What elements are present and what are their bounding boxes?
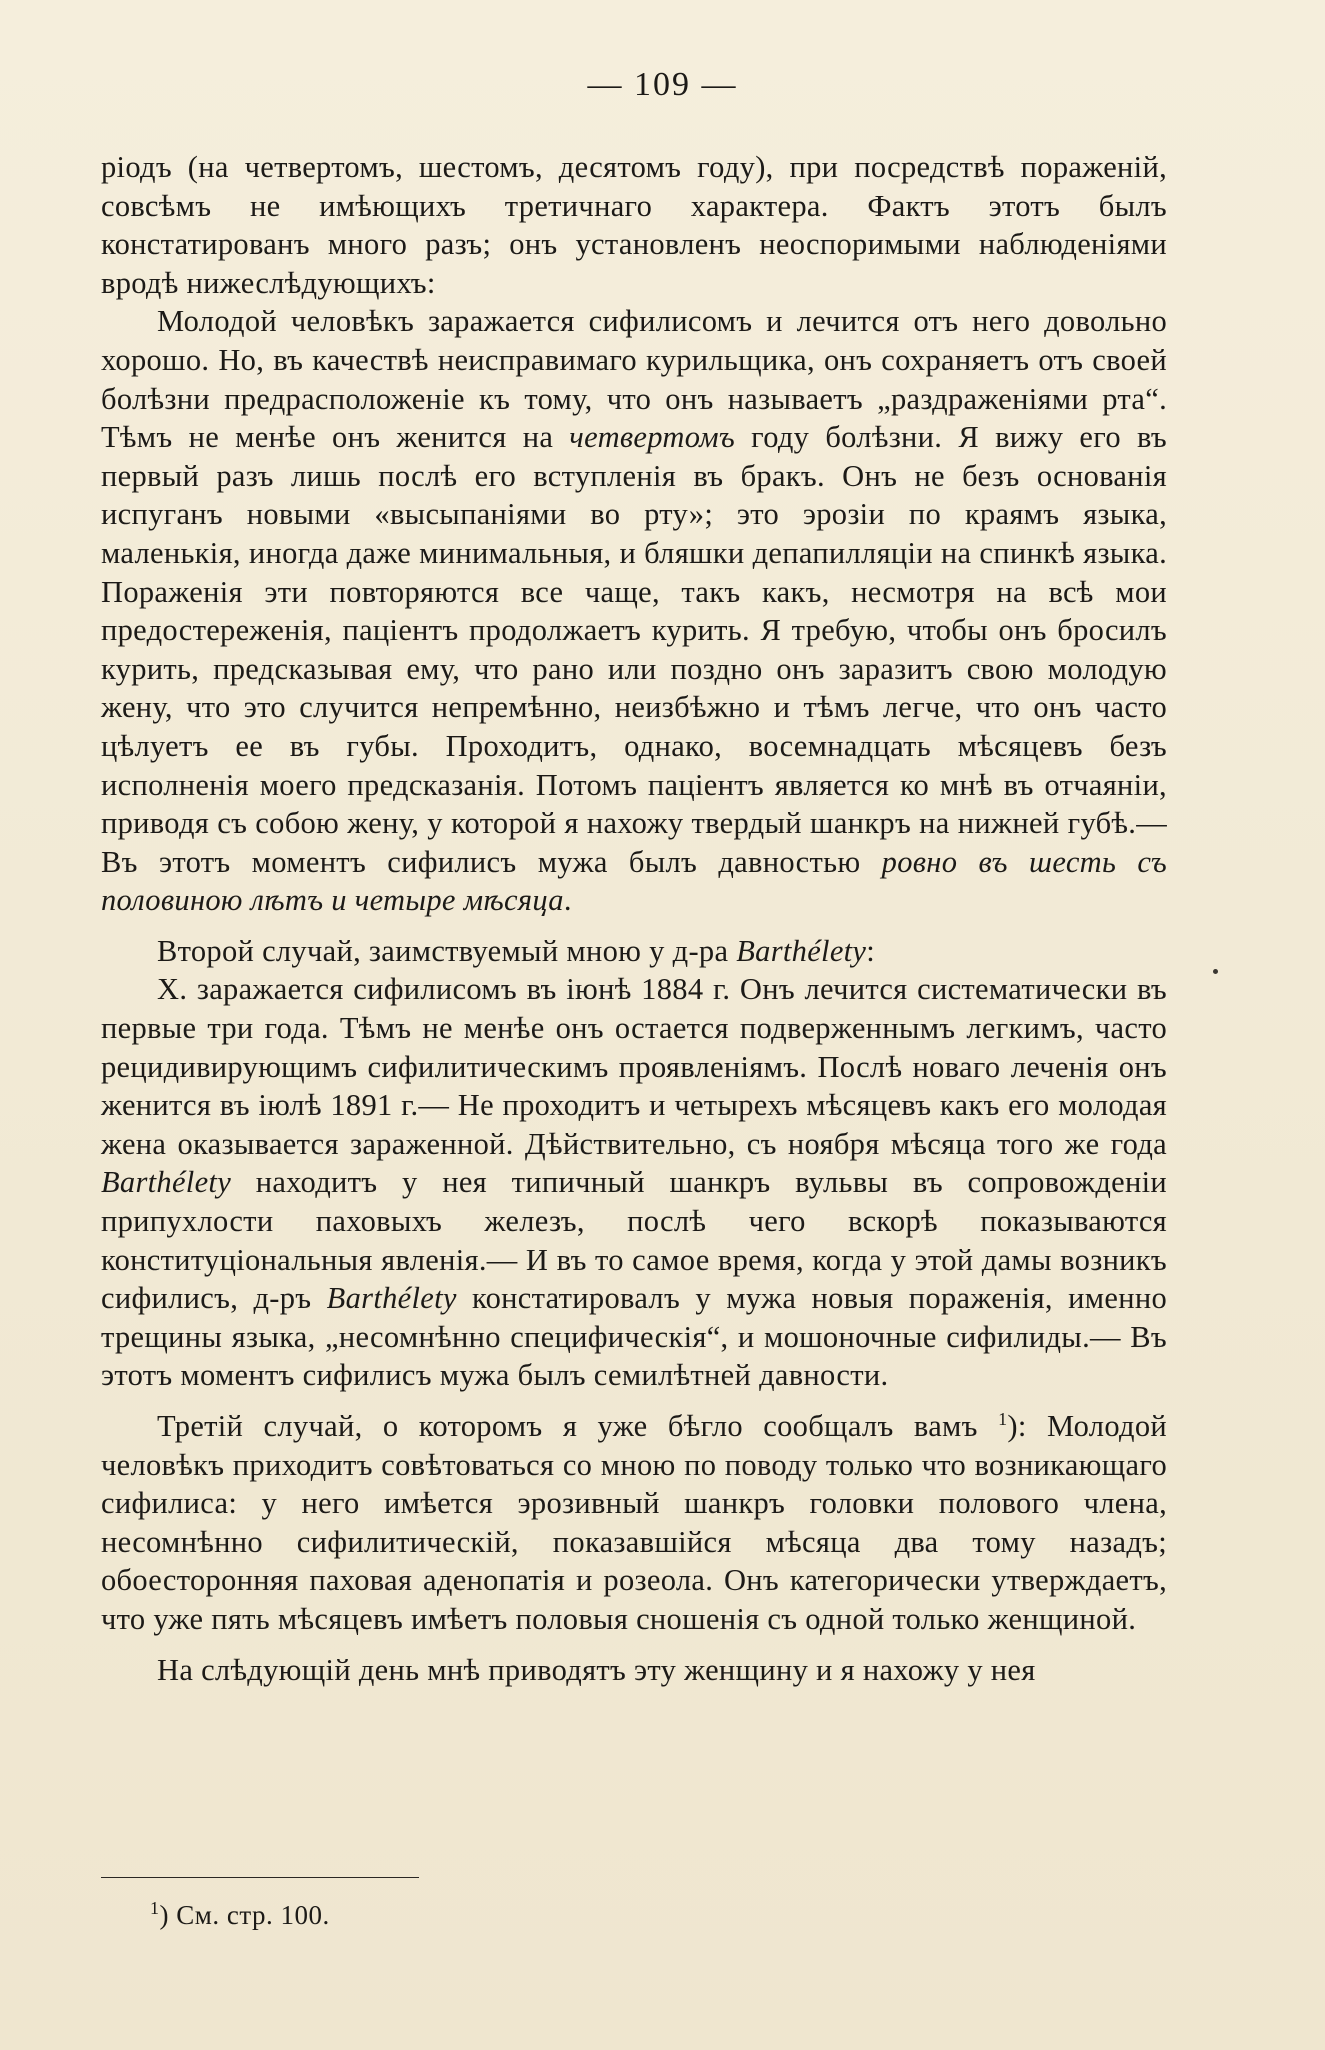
text-run: констатировалъ у мужа новыя пораженія, именно трещины языка, „несомнѣнно специфическія“, и мошоночные сифилиды.— Въ этотъ моментъ сифилисъ мужа былъ семилѣтней давности. <box>101 1281 1167 1393</box>
italic-text: Barthélety <box>736 933 867 968</box>
footnote-text: ) См. стр. 100. <box>159 1900 330 1930</box>
text-run: X. заражается сифилисомъ въ іюнѣ 1884 г. Онъ лечится систематически въ первые три года. Тѣмъ не менѣе онъ остается подверженнымъ легкимъ, часто рецидивирующимъ сифилитическимъ проявленіямъ. Послѣ новаго леченія онъ женится въ іюлѣ 1891 г.— Не проходитъ и четырехъ мѣсяцевъ какъ его молодая жена оказывается зараженной. Дѣйствительно, съ ноября мѣсяца того же года <box>101 972 1167 1161</box>
footnote-separator <box>101 1877 419 1878</box>
footnote-marker: 1 <box>150 1898 160 1918</box>
text-run: Второй случай, заимствуемый мною у д-ра <box>157 933 737 968</box>
paragraph-p4 <box>101 970 1167 1395</box>
paragraph-p2 <box>101 302 1167 920</box>
italic-text: Barthélety <box>326 1281 457 1316</box>
text-run: Третій случай, о которомъ я уже бѣгло сообщалъ вамъ <box>157 1409 999 1443</box>
paragraph-p3 <box>101 932 1167 971</box>
italic-text: четвертомъ <box>569 420 736 455</box>
text-run: ): Молодой человѣкъ приходитъ совѣтоваться со мною по поводу только что возникающаго сифилиса: у него имѣется эрозивный шанкръ головки полового члена, несомнѣнно сифилитическій, показавшійся мѣсяца два тому назадъ; обоесторонняя паховая аденопатія и розеола. Онъ категорически утверждаетъ, что уже пять мѣсяцевъ имѣетъ половыя сношенія съ одной только женщиной. <box>101 1409 1167 1636</box>
text-run: году болѣзни. Я вижу его въ первый разъ лишь послѣ его вступленія въ бракъ. Онъ не безъ основанія испуганъ новыми «высыпаніями во рту»; это эрозіи по краямъ языка, маленькія, иногда даже минимальныя, и бляшки депапилляціи на спинкѣ языка. Пораженія эти повторяются все чаще, такъ какъ, несмотря на всѣ мои предостереженія, паціентъ продолжаетъ курить. Я требую, чтобы онъ бросилъ курить, предсказывая ему, что рано или поздно онъ заразитъ свою молодую жену, что это случится непремѣнно, неизбѣжно и тѣмъ легче, что онъ часто цѣлуетъ ее въ губы. Проходитъ, однако, восемнадцать мѣсяцевъ безъ исполненія моего предсказанія. Потомъ паціентъ является ко мнѣ въ отчаяніи, приводя съ собою жену, у которой я нахожу твердый шанкръ на нижней губѣ.— Въ этотъ моментъ сифилисъ мужа былъ давностью <box>101 420 1167 879</box>
text-run: . <box>563 883 572 918</box>
paper-speck <box>1213 969 1218 974</box>
paragraph-p1 <box>101 148 1167 302</box>
text-run: находитъ у нея типичный шанкръ вульвы въ сопровожденіи припухлости паховыхъ железъ, послѣ чего вскорѣ показываются конституціональныя явленія.— И въ то самое время, когда у этой дамы возникъ сифилисъ, д-ръ <box>101 1165 1167 1316</box>
page-number: — 109 — <box>587 66 738 103</box>
paragraph-p5 <box>101 1407 1167 1639</box>
text-run: Молодой человѣкъ заражается сифилисомъ и лечится отъ него довольно хорошо. Но, въ качествѣ неисправимаго курильщика, онъ сохраняетъ отъ своей болѣзни предрасположеніе къ тому, что онъ называетъ „раздраженіями рта“. Тѣмъ не менѣе онъ женится на <box>101 304 1167 455</box>
footnote-ref: 1 <box>998 1408 1008 1429</box>
paragraph-p6 <box>101 1651 1167 1690</box>
italic-text: ровно въ шесть съ половиною лѣтъ и четыре мѣсяца <box>101 844 1167 918</box>
text-run: ріодъ (на четвертомъ, шестомъ, десятомъ году), при посредствѣ пораженій, совсѣмъ не имѣющихъ третичнаго характера. Фактъ этотъ былъ констатированъ много разъ; онъ установленъ неоспоримыми наблюденіями вродѣ нижеслѣдующихъ: <box>101 150 1167 300</box>
body-text <box>101 148 1167 1689</box>
text-run: : <box>866 933 876 968</box>
footnote <box>150 1898 330 1932</box>
italic-text: Barthélety <box>101 1165 232 1200</box>
text-run: На слѣдующій день мнѣ приводятъ эту женщину и я нахожу у нея <box>157 1652 1036 1687</box>
